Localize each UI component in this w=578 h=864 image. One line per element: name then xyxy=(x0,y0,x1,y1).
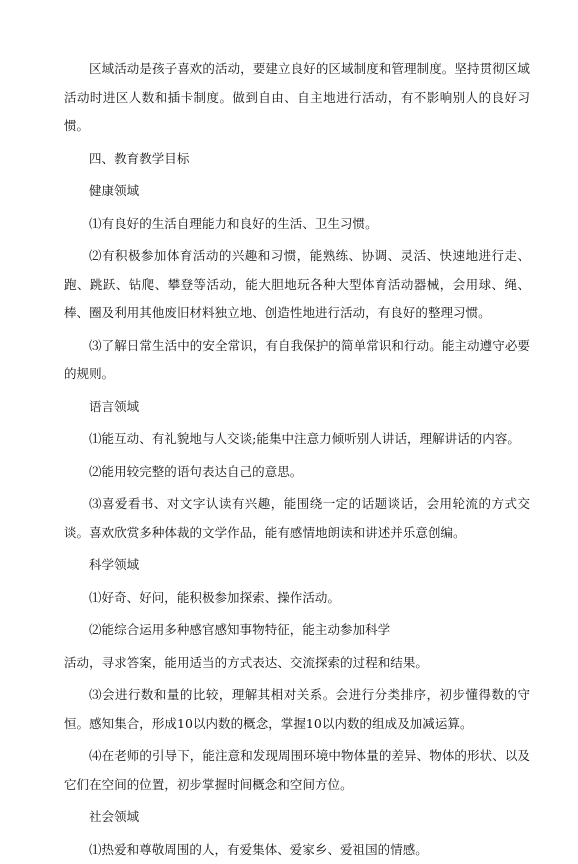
intro-paragraph: 区域活动是孩子喜欢的活动，要建立良好的区域制度和管理制度。坚持贯彻区域活动时进区人数和插卡制度。做到自由、自主地进行活动，有不影响别人的良好习惯。 xyxy=(64,55,530,141)
health-item-1: ⑴有良好的生活自理能力和良好的生活、卫生习惯。 xyxy=(64,210,530,239)
subsection-heading-language: 语言领域 xyxy=(64,393,530,422)
health-item-2: ⑵有积极参加体育活动的兴趣和习惯，能熟练、协调、灵活、快速地进行走、跑、跳跃、钻爬、攀登等活动，能大胆地玩各种大型体育活动器械，会用球、绳、棒、圈及利用其他废旧材料独立地、创造性地进行活动，有良好的整理习惯。 xyxy=(64,242,530,328)
society-item-1: ⑴热爱和尊敬周围的人，有爱集体、爱家乡、爱祖国的情感。 xyxy=(64,836,530,864)
subsection-heading-society: 社会领域 xyxy=(64,803,530,832)
subsection-heading-health: 健康领域 xyxy=(64,177,530,206)
language-item-1: ⑴能互动、有礼貌地与人交谈;能集中注意力倾听别人讲话，理解讲话的内容。 xyxy=(64,425,530,454)
subsection-heading-science: 科学领域 xyxy=(64,551,530,580)
science-item-2-continued: 活动，寻求答案，能用适当的方式表达、交流探索的过程和结果。 xyxy=(64,649,530,678)
science-item-3: ⑶会进行数和量的比较，理解其相对关系。会进行分类排序，初步懂得数的守恒。感知集合，形成10以内数的概念，掌握10以内数的组成及加减运算。 xyxy=(64,681,530,738)
section-heading: 四、教育教学目标 xyxy=(64,145,530,174)
science-item-2: ⑵能综合运用多种感官感知事物特征，能主动参加科学 xyxy=(64,616,530,645)
language-item-3: ⑶喜爱看书、对文字认读有兴趣，能围绕一定的话题谈话，会用轮流的方式交谈。喜欢欣赏多种体裁的文学作品，能有感情地朗读和讲述并乐意创编。 xyxy=(64,490,530,547)
language-item-2: ⑵能用较完整的语句表达自己的意思。 xyxy=(64,458,530,487)
health-item-3: ⑶了解日常生活中的安全常识，有自我保护的简单常识和行动。能主动遵守必要的规则。 xyxy=(64,332,530,389)
science-item-1: ⑴好奇、好问，能积极参加探索、操作活动。 xyxy=(64,584,530,613)
science-item-4: ⑷在老师的引导下，能注意和发现周围环境中物体量的差异、物体的形状、以及它们在空间的位置，初步掌握时间概念和空间方位。 xyxy=(64,742,530,799)
